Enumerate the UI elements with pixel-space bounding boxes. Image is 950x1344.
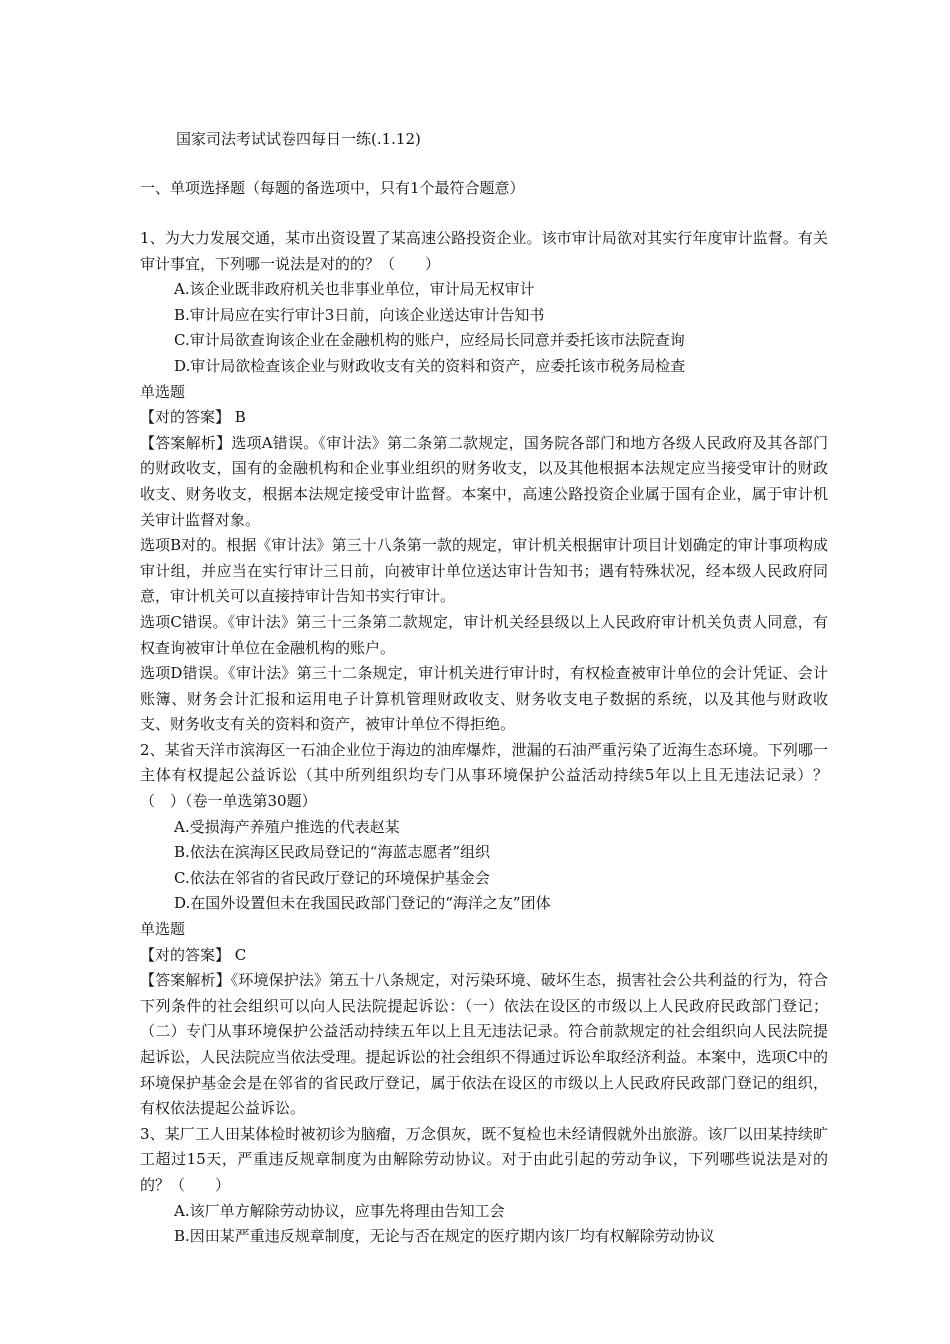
answer-explanation: 【答案解析】《环境保护法》第五十八条规定，对污染环境、破坏生态，损害社会公共利益的行为，符合下列条件的社会组织可以向人民法院提起诉讼：（一）依法在设区的市级以上人民政府民政部门登记；（二）专门从事环境保护公益活动持续五年以上且无违法记录。符合前款规定的社会组织向人民法院提起诉讼，人民法院应当依法受理。提起诉讼的社会组织不得通过诉讼牟取经济利益。本案中，选项C中的环境保护基金会是在邻省的省民政厅登记，属于依法在设区的市级以上人民政府民政部门登记的组织，有权依法提起公益诉讼。 xyxy=(140,971,828,1118)
option-b: B.依法在滨海区民政局登记的“海蓝志愿者”组织 xyxy=(174,843,491,862)
answer-explanation: 选项C错误。《审计法》第三十三条第二款规定，审计机关经县级以上人民政府审计机关负责人同意，有权查询被审计单位在金融机构的账户。 xyxy=(140,612,828,657)
question-type-label: 单选题 xyxy=(140,382,186,401)
answer-explanation: 选项B对的。根据《审计法》第三十八条第一款的规定，审计机关根据审计项目计划确定的审计事项构成审计组，并应当在实行审计三日前，向被审计单位送达审计告知书；遇有特殊状况，经本级人民政府同意，审计机关可以直接持审计告知书实行审计。 xyxy=(140,536,828,606)
document-body xyxy=(140,226,828,1250)
question-2 xyxy=(140,738,828,1122)
correct-answer: 【对的答案】 B xyxy=(140,408,246,427)
option-c: C.依法在邻省的省民政厅登记的环境保护基金会 xyxy=(174,868,490,887)
document-title: 国家司法考试试卷四每日一练(.1.12) xyxy=(176,130,421,148)
option-a: A.该厂单方解除劳动协议，应事先将理由告知工会 xyxy=(174,1201,505,1220)
question-3 xyxy=(140,1122,828,1250)
option-b: B.审计局应在实行审计3日前，向该企业送达审计告知书 xyxy=(174,305,545,324)
correct-answer: 【对的答案】 C xyxy=(140,945,247,964)
question-text: 1、为大力发展交通，某市出资设置了某高速公路投资企业。该市审计局欲对其实行年度审计监督。有关审计事宜，下列哪一说法是对的的？（ ） xyxy=(140,229,828,273)
section-heading: 一、单项选择题（每题的备选项中，只有1个最符合题意） xyxy=(140,179,525,197)
question-type-label: 单选题 xyxy=(140,920,186,939)
option-d: D.审计局欲检查该企业与财政收支有关的资料和资产，应委托该市税务局检查 xyxy=(174,356,686,375)
option-a: A.受损海产养殖户推选的代表赵某 xyxy=(174,817,400,836)
question-text: 3、某厂工人田某体检时被初诊为脑瘤，万念俱灰，既不复检也未经请假就外出旅游。该厂以田某持续旷工超过15天，严重违反规章制度为由解除劳动协议。对于由此引起的劳动争议，下列哪些说法是对的的？（ ） xyxy=(140,1124,828,1194)
option-d: D.在国外设置但未在我国民政部门登记的“海洋之友”团体 xyxy=(174,894,551,913)
question-text: 2、某省天洋市滨海区一石油企业位于海边的油库爆炸，泄漏的石油严重污染了近海生态环境。下列哪一主体有权提起公益诉讼（其中所列组织均专门从事环境保护公益活动持续5年以上且无违法记录）？（ ）（卷一单选第30题） xyxy=(140,740,828,811)
option-c: C.审计局欲查询该企业在金融机构的账户，应经局长同意并委托该市法院查询 xyxy=(174,331,685,350)
option-a: A.该企业既非政府机关也非事业单位，审计局无权审计 xyxy=(174,280,535,299)
question-1 xyxy=(140,226,828,738)
option-b: B.因田某严重违反规章制度，无论与否在规定的医疗期内该厂均有权解除劳动协议 xyxy=(174,1227,715,1246)
answer-explanation: 选项D错误。《审计法》第三十二条规定，审计机关进行审计时，有权检查被审计单位的会计凭证、会计账簿、财务会计汇报和运用电子计算机管理财政收支、财务收支电子数据的系统，以及其他与财政收支、财务收支有关的资料和资产，被审计单位不得拒绝。 xyxy=(140,664,828,734)
answer-explanation: 【答案解析】选项A错误。《审计法》第二条第二款规定，国务院各部门和地方各级人民政府及其各部门的财政收支，国有的金融机构和企业事业组织的财务收支，以及其他根据本法规定应当接受审计的财政收支、财务收支，根据本法规定接受审计监督。本案中，高速公路投资企业属于国有企业，属于审计机关审计监督对象。 xyxy=(140,433,828,529)
